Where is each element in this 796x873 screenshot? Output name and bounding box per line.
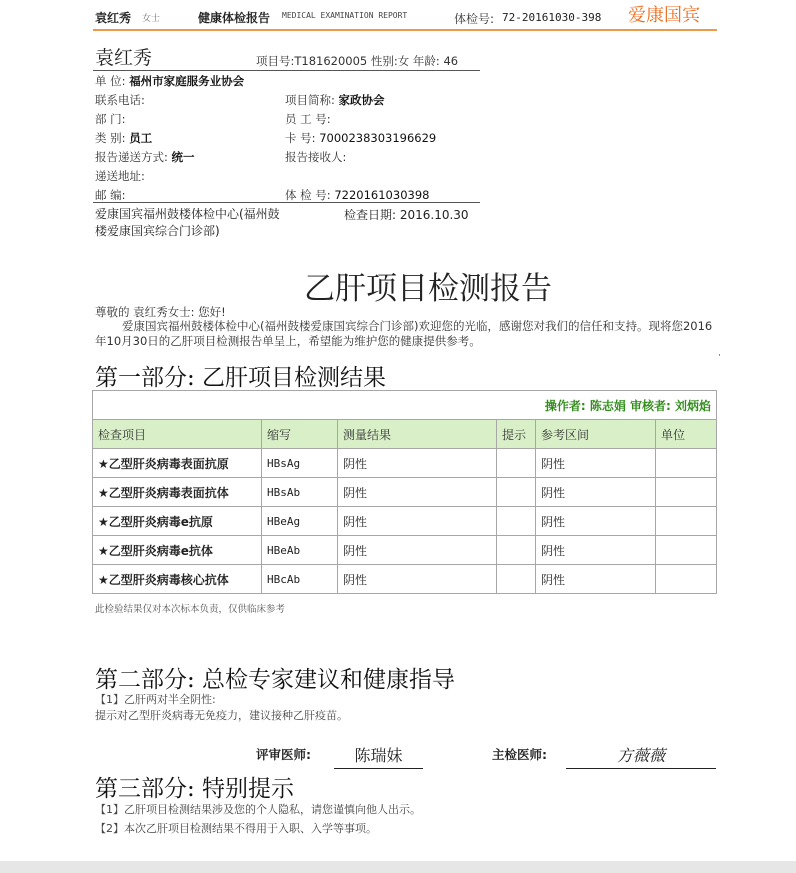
project-row bbox=[285, 92, 385, 108]
col-hint: 提示 bbox=[497, 420, 536, 449]
row-ref: 阴性 bbox=[536, 507, 656, 536]
info-divider-bottom bbox=[93, 202, 480, 203]
project-label: 项目简称: bbox=[285, 93, 335, 107]
table-row bbox=[93, 449, 717, 478]
card-label: 卡 号: bbox=[285, 131, 316, 145]
unit-label: 单 位: bbox=[95, 74, 126, 88]
card-value: 7000238303196629 bbox=[319, 131, 437, 145]
row-hint bbox=[497, 507, 536, 536]
result-disclaimer: 此检验结果仅对本次标本负责，仅供临床参考 bbox=[95, 604, 286, 615]
patient-name: 袁红秀 bbox=[95, 47, 153, 69]
operator-row bbox=[93, 391, 717, 420]
row-hint bbox=[497, 478, 536, 507]
unit-value: 福州市家庭服务业协会 bbox=[129, 74, 245, 88]
table-row bbox=[93, 478, 717, 507]
tip-line-2: 【2】本次乙肝项目检测结果不得用于入职、入学等事项。 bbox=[95, 822, 377, 835]
reviewer-signature: 陈瑞妹 bbox=[334, 743, 423, 769]
advice-line-1: 【1】乙肝两对半全阴性: bbox=[95, 693, 216, 706]
operator-reviewer: 操作者: 陈志娟 审核者: 刘炳焰 bbox=[93, 391, 717, 420]
row-abbr: HBsAb bbox=[262, 478, 338, 507]
advice-line-2: 提示对乙型肝炎病毒无免疫力，建议接种乙肝疫苗。 bbox=[95, 709, 348, 722]
info-divider-top bbox=[93, 70, 480, 71]
chief-doctor-signature: 方薇薇 bbox=[566, 743, 716, 769]
col-abbr: 缩写 bbox=[262, 420, 338, 449]
header-report-title-en: MEDICAL EXAMINATION REPORT bbox=[282, 11, 408, 20]
exam-row bbox=[285, 187, 429, 203]
row-result: 阴性 bbox=[338, 565, 497, 594]
row-abbr: HBcAb bbox=[262, 565, 338, 594]
table-row bbox=[93, 536, 717, 565]
header-exam-number: 72-20161030-398 bbox=[502, 11, 602, 24]
check-date: 检查日期: 2016.10.30 bbox=[344, 208, 469, 222]
row-item: ★乙型肝炎病毒表面抗原 bbox=[93, 449, 262, 478]
row-ref: 阴性 bbox=[536, 536, 656, 565]
reviewer-label: 评审医师: bbox=[256, 747, 311, 762]
header-report-title: 健康体检报告 bbox=[198, 11, 271, 25]
category-label: 类 别: bbox=[95, 131, 126, 145]
row-unit bbox=[656, 507, 717, 536]
row-unit bbox=[656, 478, 717, 507]
row-abbr: HBeAb bbox=[262, 536, 338, 565]
exam-value: 7220161030398 bbox=[334, 188, 430, 202]
table-row bbox=[93, 565, 717, 594]
greeting: 尊敬的 袁红秀女士: 您好! bbox=[95, 305, 226, 319]
table-row bbox=[93, 507, 717, 536]
phone-label: 联系电话: bbox=[95, 93, 145, 107]
intro-paragraph: 爱康国宾福州鼓楼体检中心(福州鼓楼爱康国宾综合门诊部)欢迎您的光临，感谢您对我们的信任和支持。现将您2016年10月30日的乙肝项目检测报告单呈上，希望能为维护您的健康提供参考。 bbox=[95, 319, 713, 348]
row-result: 阴性 bbox=[338, 536, 497, 565]
exam-label: 体 检 号: bbox=[285, 188, 331, 202]
row-result: 阴性 bbox=[338, 478, 497, 507]
row-item: ★乙型肝炎病毒e抗原 bbox=[93, 507, 262, 536]
row-hint bbox=[497, 449, 536, 478]
col-unit: 单位 bbox=[656, 420, 717, 449]
row-unit bbox=[656, 536, 717, 565]
section3-title: 第三部分: 特别提示 bbox=[95, 776, 295, 802]
unit-row bbox=[95, 73, 244, 89]
table-header-row bbox=[93, 420, 717, 449]
category-row bbox=[95, 130, 152, 146]
header-exam-number-label: 体检号: bbox=[454, 12, 495, 26]
decorative-dot: · bbox=[718, 351, 721, 361]
postcode-label: 邮 编: bbox=[95, 188, 126, 202]
staff-label: 员 工 号: bbox=[285, 112, 331, 126]
delivery-label: 报告递送方式: bbox=[95, 150, 168, 164]
category-value: 员工 bbox=[129, 131, 153, 145]
row-hint bbox=[497, 536, 536, 565]
tip-line-1: 【1】乙肝项目检测结果涉及您的个人隐私，请您谨慎向他人出示。 bbox=[95, 803, 421, 816]
report-title: 乙肝项目检测报告 bbox=[304, 271, 552, 307]
row-result: 阴性 bbox=[338, 507, 497, 536]
row-unit bbox=[656, 565, 717, 594]
address-label: 递送地址: bbox=[95, 169, 145, 183]
section1-title: 第一部分: 乙肝项目检测结果 bbox=[95, 365, 387, 391]
result-table bbox=[92, 390, 717, 594]
row-item: ★乙型肝炎病毒表面抗体 bbox=[93, 478, 262, 507]
header-patient-name: 袁红秀 bbox=[95, 11, 132, 25]
dept-label: 部 门: bbox=[95, 112, 126, 126]
row-unit bbox=[656, 449, 717, 478]
row-ref: 阴性 bbox=[536, 449, 656, 478]
delivery-row bbox=[95, 149, 195, 165]
delivery-value: 统一 bbox=[171, 150, 195, 164]
receiver-label: 报告接收人: bbox=[285, 150, 347, 164]
page-bottom-bar bbox=[0, 861, 796, 873]
row-abbr: HBsAg bbox=[262, 449, 338, 478]
patient-summary: 项目号:T181620005 性别:女 年龄: 46 bbox=[256, 54, 459, 68]
project-value: 家政协会 bbox=[338, 93, 385, 107]
row-item: ★乙型肝炎病毒e抗体 bbox=[93, 536, 262, 565]
chief-doctor-label: 主检医师: bbox=[492, 747, 547, 762]
brand-logo-text: 爱康国宾 bbox=[628, 5, 700, 26]
header-gender: 女士 bbox=[142, 14, 161, 24]
row-ref: 阴性 bbox=[536, 565, 656, 594]
row-item: ★乙型肝炎病毒核心抗体 bbox=[93, 565, 262, 594]
col-ref: 参考区间 bbox=[536, 420, 656, 449]
col-result: 测量结果 bbox=[338, 420, 497, 449]
card-row bbox=[285, 130, 436, 146]
row-ref: 阴性 bbox=[536, 478, 656, 507]
row-result: 阴性 bbox=[338, 449, 497, 478]
row-hint bbox=[497, 565, 536, 594]
col-item: 检查项目 bbox=[93, 420, 262, 449]
header-divider bbox=[93, 29, 717, 31]
exam-center-name: 爱康国宾福州鼓楼体检中心(福州鼓楼爱康国宾综合门诊部) bbox=[95, 207, 280, 238]
row-abbr: HBeAg bbox=[262, 507, 338, 536]
section2-title: 第二部分: 总检专家建议和健康指导 bbox=[95, 667, 456, 693]
